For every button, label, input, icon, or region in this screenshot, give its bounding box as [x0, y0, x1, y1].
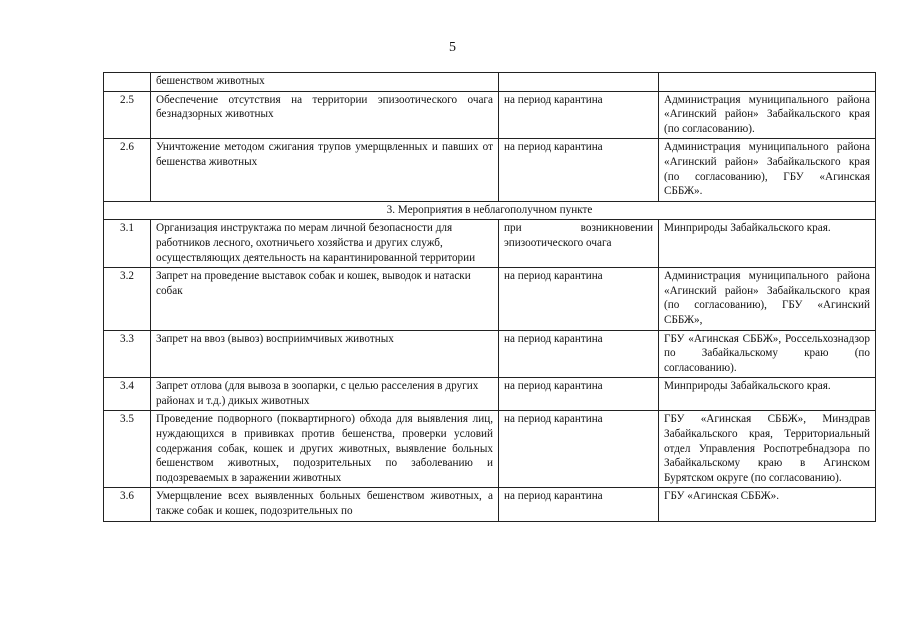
term-cell: при возникновении эпизоотического очага: [499, 220, 659, 268]
responsible-cell: Администрация муниципального района «Агинский район» Забайкальского края (по согласованию).: [659, 91, 876, 139]
responsible-cell: ГБУ «Агинская СББЖ».: [659, 488, 876, 521]
term-cell: на период карантина: [499, 378, 659, 411]
responsible-cell: Минприроды Забайкальского края.: [659, 378, 876, 411]
term-cell: на период карантина: [499, 488, 659, 521]
activity-cell: Запрет на ввоз (вывоз) восприимчивых животных: [151, 330, 499, 378]
measures-table: [103, 72, 876, 522]
row-number-cell: 3.5: [104, 411, 151, 488]
table-row: [104, 378, 876, 411]
activity-cell: Умерщвление всех выявленных больных бешенством животных, а также собак и кошек, подозрительных по: [151, 488, 499, 521]
term-cell: на период карантина: [499, 411, 659, 488]
row-number-cell: 3.6: [104, 488, 151, 521]
section-header-row: [104, 201, 876, 220]
responsible-cell: ГБУ «Агинская СББЖ», Минздрав Забайкальского края, Территориальный отдел Управления Роспотребнадзора по Забайкальскому краю в Агинском Бурятском округе (по согласованию).: [659, 411, 876, 488]
table-row-continuation: [104, 73, 876, 92]
row-number-cell: 2.6: [104, 139, 151, 201]
responsible-cell: ГБУ «Агинская СББЖ», Россельхознадзор по Забайкальскому краю (по согласованию).: [659, 330, 876, 378]
term-cell: на период карантина: [499, 91, 659, 139]
term-cell: [499, 73, 659, 92]
responsible-cell: Минприроды Забайкальского края.: [659, 220, 876, 268]
term-cell: на период карантина: [499, 330, 659, 378]
activity-cell: Обеспечение отсутствия на территории эпизоотического очага безнадзорных животных: [151, 91, 499, 139]
section-title: 3. Мероприятия в неблагополучном пункте: [104, 201, 876, 220]
table-row: [104, 139, 876, 201]
term-cell: на период карантина: [499, 139, 659, 201]
activity-cell: Организация инструктажа по мерам личной безопасности для работников лесного, охотничьего хозяйства и других служб, осуществляющих деятельность на карантинированной территории: [151, 220, 499, 268]
activity-cell: Запрет на проведение выставок собак и кошек, выводок и натаски собак: [151, 268, 499, 330]
table-row: [104, 91, 876, 139]
row-number-cell: 3.2: [104, 268, 151, 330]
activity-cell: Запрет отлова (для вывоза в зоопарки, с целью расселения в других районах и т.д.) дикых животных: [151, 378, 499, 411]
activity-cell: Уничтожение методом сжигания трупов умерщвленных и павших от бешенства животных: [151, 139, 499, 201]
row-number-cell: 3.3: [104, 330, 151, 378]
table-row: [104, 488, 876, 521]
responsible-cell: Администрация муниципального района «Агинский район» Забайкальского края (по согласованию), ГБУ «Агинский СББЖ»,: [659, 268, 876, 330]
row-number-cell: 3.4: [104, 378, 151, 411]
activity-cell: бешенством животных: [151, 73, 499, 92]
responsible-cell: [659, 73, 876, 92]
page-number: 5: [449, 40, 456, 55]
row-number-cell: 3.1: [104, 220, 151, 268]
responsible-cell: Администрация муниципального района «Агинский район» Забайкальского края (по согласованию), ГБУ «Агинская СББЖ».: [659, 139, 876, 201]
table-row: [104, 268, 876, 330]
table-row: [104, 220, 876, 268]
table-row: [104, 411, 876, 488]
table-row: [104, 330, 876, 378]
row-number-cell: 2.5: [104, 91, 151, 139]
activity-cell: Проведение подворного (поквартирного) обхода для выявления лиц, нуждающихся в прививках против бешенства, проверки условий содержания собак, кошек и других животных, выявление больных бешенством животных, подозрительных по заболеванию и подозреваемых в заражении животных: [151, 411, 499, 488]
row-number-cell: [104, 73, 151, 92]
term-cell: на период карантина: [499, 268, 659, 330]
